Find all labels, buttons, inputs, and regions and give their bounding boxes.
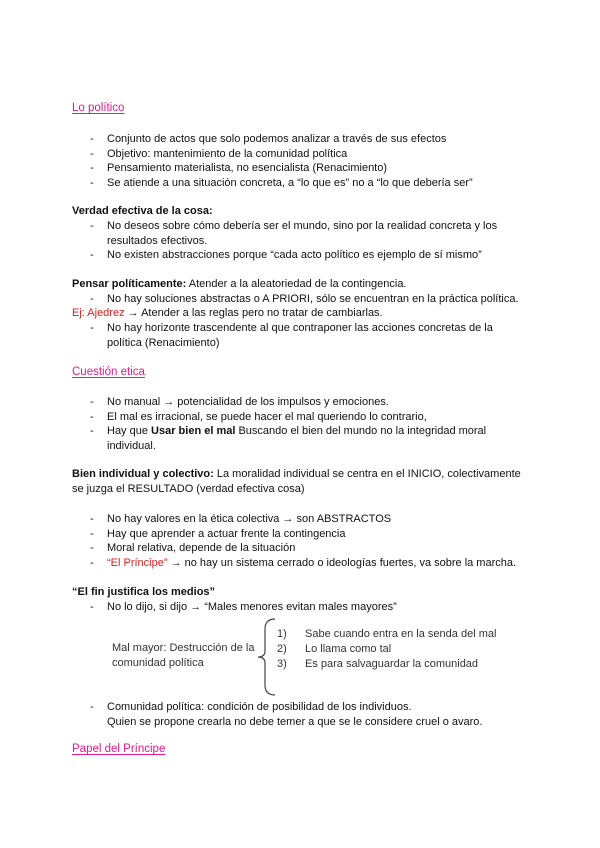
list-item: - No hay horizonte trascendente al que contraponer las acciones concretas de la política (Renacimiento) xyxy=(90,321,530,350)
diagram-left-text: Mal mayor: Destrucción de la comunidad política xyxy=(112,642,255,669)
list-verdad xyxy=(90,219,530,263)
list-fin-2 xyxy=(90,700,530,729)
heading-cuestion-etica: Cuestión etica xyxy=(72,366,145,378)
heading-papel-principe: Papel del Príncipe xyxy=(72,743,166,755)
pensar-text: Atender a la aleatoriedad de la contingencia. xyxy=(186,278,407,290)
heading-fin-justifica: “El fin justifica los medios” xyxy=(72,586,216,598)
list-item: - Pensamiento materialista, no esencialista (Renacimiento) xyxy=(90,161,530,176)
list-item: - Hay que aprender a actuar frente la contingencia xyxy=(90,527,530,542)
list-item xyxy=(90,424,530,453)
heading-pensar: Pensar políticamente: xyxy=(72,278,187,290)
comunidad-line2: Quien se propone crearla no debe temer a que se le considere cruel o avaro. xyxy=(107,715,483,728)
diagram-item xyxy=(277,657,502,672)
list-item: - No existen abstracciones porque “cada acto político es ejemplo de sí mismo” xyxy=(90,248,530,263)
list-item: - No hay valores en la ética colectiva → son ABSTRACTOS xyxy=(90,512,530,527)
diagram-item xyxy=(277,642,502,657)
diagram-item-num: 1) xyxy=(277,628,287,640)
etica-item3-bold: Usar bien el mal xyxy=(151,425,236,437)
diagram-items xyxy=(277,627,502,672)
example-label: Ej: Ajedrez xyxy=(72,307,125,319)
list-pensar-1 xyxy=(90,292,530,307)
bien-item4-text: → no hay un sistema cerrado o ideologías fuertes, va sobre la marcha. xyxy=(167,556,517,569)
list-bien xyxy=(90,512,530,570)
list-item: - No manual → potencialidad de los impulsos y emociones. xyxy=(90,395,530,410)
diagram-item-text: Es para salvaguardar la comunidad xyxy=(305,658,479,670)
heading-bien: Bien individual y colectivo: xyxy=(72,468,214,480)
principe-ref: “El Príncipe” xyxy=(107,556,168,569)
example-text: → Atender a las reglas pero no tratar de cambiarlas. xyxy=(124,307,383,319)
mal-mayor-diagram xyxy=(112,617,497,697)
comunidad-line1: Comunidad política: condición de posibilidad de los individuos. xyxy=(107,701,412,713)
curly-brace-icon xyxy=(255,617,277,697)
list-item: - Se atiende a una situación concreta, a “lo que es” no a “lo que debería ser” xyxy=(90,176,530,191)
list-pensar-2 xyxy=(90,321,530,350)
diagram-item-text: Sabe cuando entra en la senda del mal xyxy=(305,628,497,640)
paragraph-bien xyxy=(72,467,528,497)
list-item: - No lo dijo, si dijo → “Males menores evitan males mayores” xyxy=(90,600,530,615)
paragraph-pensar xyxy=(72,277,528,292)
list-item: - Conjunto de actos que solo podemos analizar a través de sus efectos xyxy=(90,132,530,147)
list-etica xyxy=(90,395,530,453)
list-item: - Moral relativa, depende de la situación xyxy=(90,541,530,556)
heading-lo-politico: Lo político xyxy=(72,102,125,114)
heading-verdad-efectiva: Verdad efectiva de la cosa: xyxy=(72,205,213,217)
list-item xyxy=(90,700,530,729)
list-item: - El mal es irracional, se puede hacer el mal queriendo lo contrario, xyxy=(90,410,530,425)
diagram-item-num: 3) xyxy=(277,658,287,670)
list-item: - No hay soluciones abstractas o A PRIORI, sólo se encuentran en la práctica política. xyxy=(90,292,530,307)
etica-item3-post: Buscando el bien del mundo no la integridad moral individual. xyxy=(107,425,487,452)
list-item xyxy=(90,556,530,571)
bien-text: La moralidad individual se centra en el INICIO, colectivamente se juzga el RESULTADO (verdad efectiva cosa) xyxy=(72,468,521,495)
diagram-item-num: 2) xyxy=(277,643,287,655)
list-item: - No deseos sobre cómo debería ser el mundo, sino por la realidad concreta y los resultados efectivos. xyxy=(90,219,530,248)
diagram-item xyxy=(277,627,502,642)
list-lo-politico xyxy=(90,132,530,190)
list-fin-1 xyxy=(90,600,530,615)
list-item: - Objetivo: mantenimiento de la comunidad política xyxy=(90,147,530,162)
etica-item3-pre: Hay que xyxy=(107,425,152,437)
diagram-item-text: Lo llama como tal xyxy=(305,643,392,655)
example-line xyxy=(72,306,528,321)
